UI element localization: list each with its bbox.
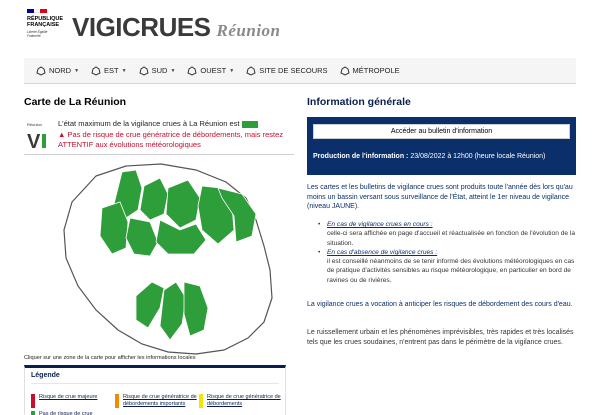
vigicrues-logo-icon xyxy=(26,120,50,152)
region-map-icon xyxy=(139,66,149,76)
chevron-down-icon: ▼ xyxy=(121,67,127,74)
legend-item-majeure xyxy=(31,394,115,408)
map-hint: Cliquer sur une zone de la carte pour afficher les informations locales xyxy=(24,355,196,361)
info-box xyxy=(307,117,576,175)
status-text: L'état maximum de la vigilance crues à La Réunion est xyxy=(58,119,240,128)
republique-francaise-logo[interactable] xyxy=(27,9,64,47)
legend-swatch-orange xyxy=(115,394,119,408)
legend-item-importants xyxy=(115,394,199,408)
rf-motto: Liberté Égalité Fraternité xyxy=(27,30,48,38)
vigicrues-brand[interactable] xyxy=(72,12,281,43)
nav-est[interactable] xyxy=(91,66,127,76)
nav-site-de-secours[interactable] xyxy=(246,66,327,76)
legend-swatch-red xyxy=(31,394,35,408)
map-section-title: Carte de La Réunion xyxy=(24,96,127,108)
legend xyxy=(24,365,286,415)
status-warning-text: Pas de risque de crue génératrice de débordements, mais restez ATTENTIF aux évolutions météorologiques xyxy=(58,130,284,149)
legend-row xyxy=(31,394,283,408)
nav-ouest[interactable] xyxy=(187,66,234,76)
legend-label[interactable]: Risque de crue majeure xyxy=(39,394,98,400)
legend-label[interactable]: Pas de risque de crue xyxy=(39,411,93,415)
legend-item-debordements xyxy=(199,394,283,408)
nav-label: MÉTROPOLE xyxy=(352,66,400,75)
info-section-title: Information générale xyxy=(307,96,411,108)
info-paragraph-1: Les cartes et les bulletins de vigilance crues sont produits toute l'année dès lors qu'au moins un bassin versant sous surveillance de l'État, atteint le 1er niveau de vigilance (niveau JAUNE). xyxy=(307,184,573,210)
chevron-down-icon: ▼ xyxy=(74,67,80,74)
nav-nord[interactable] xyxy=(36,66,79,76)
status-badge: Vert xyxy=(243,121,257,128)
region-map-icon xyxy=(187,66,197,76)
brand-name: VIGICRUES xyxy=(72,12,211,42)
info-bullets xyxy=(318,220,576,285)
status-warning xyxy=(58,130,294,150)
flag-icon xyxy=(27,9,47,13)
vigilance-status xyxy=(24,117,294,155)
bullet-text: il est conseillé néanmoins de se tenir informé des évolutions météorologiques en cas de pratique d'activités sensibles au risque météorologique, en particulier en bord de ravines ou de rivières. xyxy=(327,258,575,284)
region-map-icon xyxy=(246,66,256,76)
rf-name: RÉPUBLIQUE FRANÇAISE xyxy=(27,16,64,28)
bulletin-button[interactable]: Accéder au bulletin d'information xyxy=(313,124,570,139)
region-map-icon xyxy=(91,66,101,76)
nav-label: EST xyxy=(104,66,119,75)
region-map-icon xyxy=(340,66,350,76)
chevron-down-icon: ▼ xyxy=(170,67,176,74)
warning-icon: ▲ xyxy=(58,130,66,139)
legend-swatch-yellow xyxy=(199,394,203,408)
production-info xyxy=(313,153,545,160)
nav-label: OUEST xyxy=(200,66,227,75)
reunion-map[interactable] xyxy=(56,158,290,358)
brand-region: Réunion xyxy=(216,21,281,40)
legend-swatch-green xyxy=(31,411,35,415)
nav-label: SUD xyxy=(151,66,168,75)
chevron-down-icon: ▼ xyxy=(229,67,235,74)
nav-label: SITE DE SECOURS xyxy=(259,66,328,75)
bullet-item xyxy=(318,248,576,285)
nav-sud[interactable] xyxy=(139,66,176,76)
info-paragraph-3: Le ruissellement urbain et les phénomènes imprévisibles, très rapides et très localisés tels que les crues soudaines, n'entrent pas dans le périmètre de la vigilance crues. xyxy=(307,329,574,346)
bullet-title: • En cas de vigilance crues en cours : xyxy=(327,221,433,228)
legend-title: Légende xyxy=(31,372,60,379)
bullet-text: celle-ci sera affichée en page d'accueil et réactualisée en fonction de l'évolution de la situation. xyxy=(327,230,575,247)
bullet-title: • En cas d'absence de vigilance crues : xyxy=(327,248,438,256)
legend-label[interactable]: Risque de crue génératrice de débordements xyxy=(207,394,281,407)
legend-row xyxy=(31,411,115,415)
nav-metropole[interactable] xyxy=(340,66,400,76)
info-paragraph-2: La vigilance crues a vocation à anticiper les risques de débordement des cours d'eau. xyxy=(307,301,573,308)
main-nav xyxy=(24,58,576,84)
legend-item-pas-de-risque xyxy=(31,411,115,415)
svg-text:V: V xyxy=(27,131,41,152)
bullet-item xyxy=(318,220,576,248)
nav-label: NORD xyxy=(49,66,72,75)
region-map-icon xyxy=(36,66,46,76)
production-label: Production de l'information : xyxy=(313,153,409,160)
site-header xyxy=(0,0,600,55)
status-line xyxy=(58,119,294,128)
logo-region-label: Réunion xyxy=(27,122,42,127)
legend-label[interactable]: Risque de crue génératrice de débordements importants xyxy=(123,394,197,407)
production-value: 23/08/2022 à 12h00 (heure locale Réunion) xyxy=(410,153,546,160)
legend-divider xyxy=(31,383,279,384)
